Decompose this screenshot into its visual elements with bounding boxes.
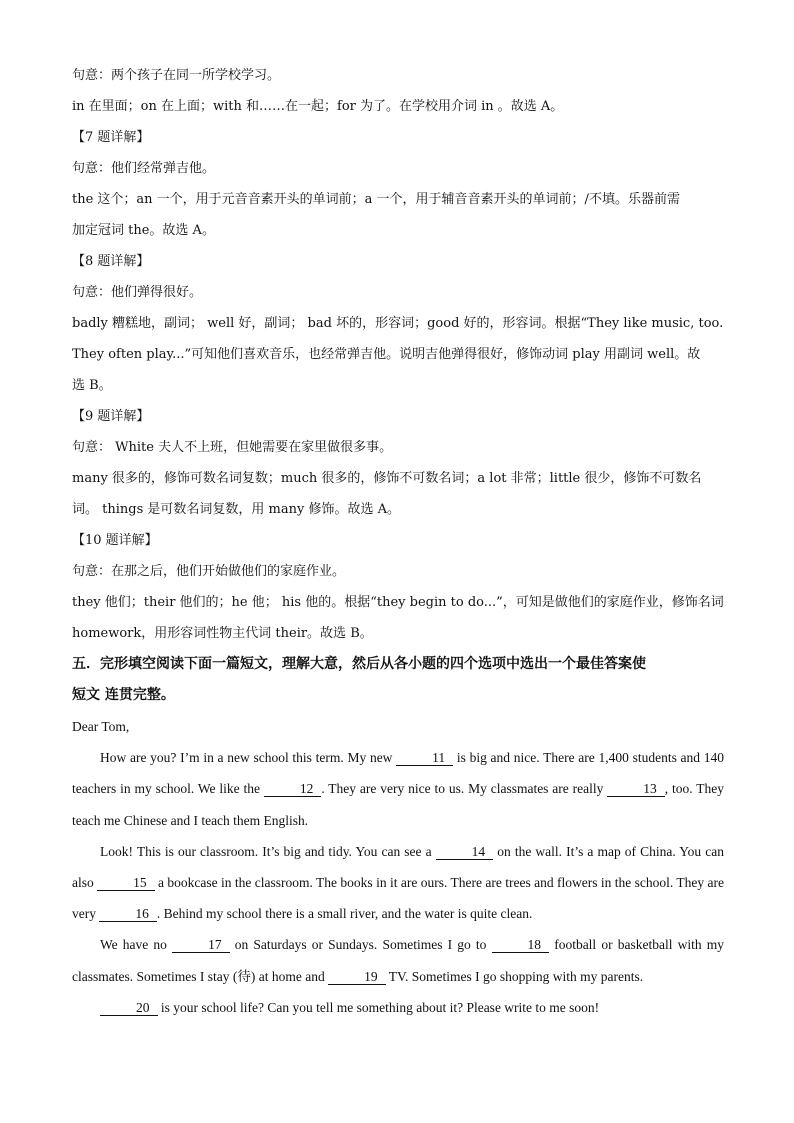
letter-paragraph-4 (72, 992, 724, 1023)
explanation-line: 句意： White 夫人不上班，但她需要在家里做很多事。 (72, 440, 393, 455)
explanation-line: homework，用形容词性物主代词 their。故选 B。 (72, 626, 373, 641)
text-span: is big and nice. There are 1,400 students and 140 teachers in my school. We like the (72, 750, 725, 797)
explanation-heading: 【7 题详解】 (72, 130, 150, 145)
text-span: is your school life? Can you tell me something about it? Please write to me soon! (157, 999, 600, 1015)
explanation-line: they 他们；their 他们的；he 他； his 他的。根据“they begin to do...”，可知是做他们的家庭作业，修饰名词 (72, 595, 724, 610)
explanation-heading: 【8 题详解】 (72, 254, 150, 269)
text-span: . Behind my school there is a small river, and the water is quite clean. (156, 906, 533, 922)
explanation-line: 选 B。 (72, 378, 112, 393)
text-span: on the wall. It’s a map of China. You can also (72, 843, 724, 891)
document-page (72, 60, 724, 1023)
blank-16[interactable]: 16 (99, 906, 157, 922)
explanation-line: many 很多的，修饰可数名词复数；much 很多的，修饰不可数名词；a lot 非常；little 很少，修饰不可数名 (72, 471, 702, 486)
text-span: a bookcase in the classroom. The books in it are ours. There are trees and flowers in the school. They are very (72, 875, 724, 922)
section-heading-line-1: 五．完形填空阅读下面一篇短文，理解大意，然后从各小题的四个选项中选出一个最佳答案使 (72, 656, 646, 672)
answer-explanations (72, 60, 724, 649)
letter-paragraph-1 (72, 742, 724, 836)
blank-20[interactable]: 20 (100, 1000, 158, 1016)
text-span: , too. They teach me Chinese and I teach them English. (72, 781, 724, 828)
text-span: TV. Sometimes I go shopping with my parents. (385, 968, 644, 984)
text-span: football or basketball with my classmates. Sometimes I stay (待) at home and (72, 937, 725, 984)
explanation-line: They often play...”可知他们喜欢音乐，也经常弹吉他。说明吉他弹得很好，修饰动词 play 用副词 well。故 (72, 347, 701, 362)
text-span: How are you? I’m in a new school this term. My new (100, 750, 397, 766)
blank-11[interactable]: 11 (396, 750, 453, 766)
section-heading-line-2: 短文 连贯完整。 (72, 687, 175, 703)
letter-greeting: Dear Tom, (72, 719, 130, 734)
blank-18[interactable]: 18 (492, 937, 550, 953)
explanation-line: the 这个；an 一个，用于元音音素开头的单词前；a 一个，用于辅音音素开头的单词前；/不填。乐器前需 (72, 192, 680, 207)
explanation-line: 句意：两个孩子在同一所学校学习。 (72, 68, 281, 83)
explanation-line: 加定冠词 the。故选 A。 (72, 223, 215, 238)
explanation-heading: 【10 题详解】 (72, 533, 158, 548)
text-span: Look! This is our classroom. It’s big and tidy. You can see a (100, 843, 436, 859)
blank-19[interactable]: 19 (328, 969, 386, 985)
explanation-line: 句意：他们经常弹吉他。 (72, 161, 216, 176)
explanation-line: in 在里面；on 在上面；with 和……在一起；for 为了。在学校用介词 in 。故选 A。 (72, 99, 564, 114)
explanation-heading: 【9 题详解】 (72, 409, 150, 424)
explanation-line: badly 糟糕地，副词； well 好，副词； bad 坏的，形容词；good 好的，形容词。根据“They like music, too. (72, 316, 724, 331)
blank-15[interactable]: 15 (97, 875, 155, 891)
letter-paragraph-3 (72, 929, 724, 991)
text-span: . They are very nice to us. My classmates are really (321, 781, 608, 797)
explanation-line: 词。 things 是可数名词复数，用 many 修饰。故选 A。 (72, 502, 400, 517)
text-span: on Saturdays or Sundays. Sometimes I go to (229, 937, 492, 953)
letter-paragraph-2 (72, 836, 724, 930)
explanation-line: 句意：他们弹得很好。 (72, 285, 203, 300)
explanation-line: 句意：在那之后，他们开始做他们的家庭作业。 (72, 564, 346, 579)
blank-13[interactable]: 13 (607, 781, 665, 797)
blank-17[interactable]: 17 (172, 937, 230, 953)
blank-14[interactable]: 14 (436, 844, 494, 860)
text-span: We have no (100, 937, 173, 953)
blank-12[interactable]: 12 (264, 781, 322, 797)
